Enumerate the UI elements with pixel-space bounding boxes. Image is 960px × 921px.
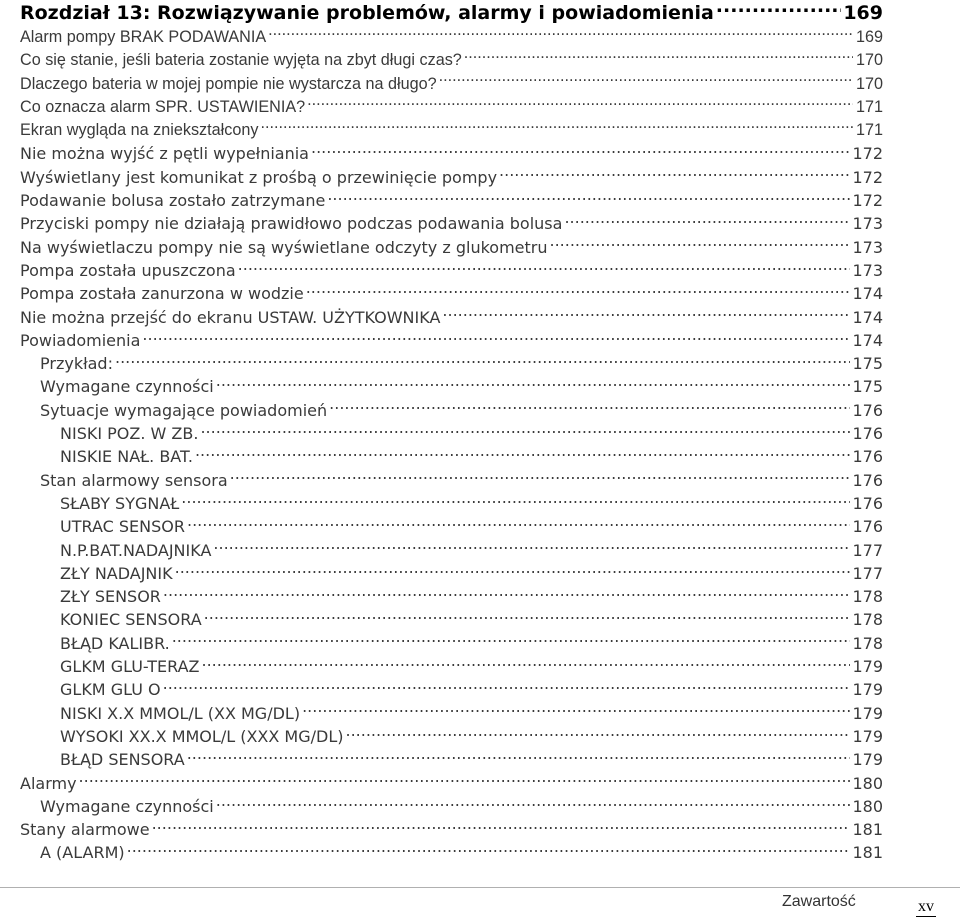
toc-entry[interactable] bbox=[20, 375, 883, 398]
dot-leader bbox=[307, 96, 853, 112]
toc-entry-title: Podawanie bolusa zostało zatrzymane bbox=[20, 191, 326, 211]
dot-leader bbox=[181, 493, 850, 509]
dot-leader bbox=[216, 376, 851, 392]
toc-entry-title: GLKM GLU-TERAZ bbox=[60, 657, 200, 677]
toc-entry-title: GLKM GLU O bbox=[60, 680, 161, 700]
toc-entry[interactable] bbox=[20, 306, 883, 329]
dot-leader bbox=[464, 49, 853, 65]
dot-leader bbox=[201, 656, 850, 672]
dot-leader bbox=[79, 773, 851, 789]
toc-entry[interactable] bbox=[20, 73, 883, 96]
toc-entry-page: 176 bbox=[852, 517, 883, 537]
toc-entry-page: 172 bbox=[852, 167, 883, 187]
toc-entry-title: Rozdział 13: Rozwiązywanie problemów, alarmy i powiadomienia bbox=[20, 2, 714, 24]
dot-leader bbox=[230, 470, 851, 486]
toc-entry[interactable] bbox=[20, 189, 883, 212]
toc-entry-page: 175 bbox=[852, 354, 883, 374]
toc-entry-page: 170 bbox=[855, 51, 883, 70]
toc-entry[interactable] bbox=[20, 632, 883, 655]
toc-entry[interactable] bbox=[20, 585, 883, 608]
dot-leader bbox=[195, 446, 850, 462]
toc-entry-page: 178 bbox=[852, 587, 883, 607]
dot-leader bbox=[302, 703, 850, 719]
toc-entry-title: Wyświetlany jest komunikat z prośbą o przewinięcie pompy bbox=[20, 167, 498, 187]
toc-entry-title: BŁĄD SENSORA bbox=[60, 750, 185, 770]
toc-entry-title: N.P.BAT.NADAJNIKA bbox=[60, 540, 212, 560]
toc-entry-title: Przyciski pompy nie działają prawidłowo podczas podawania bolusa bbox=[20, 214, 563, 234]
toc-entry-page: 181 bbox=[852, 843, 883, 863]
dot-leader bbox=[345, 726, 850, 742]
footer-page-number: xv bbox=[918, 898, 934, 915]
toc-entry-title: Wymagane czynności bbox=[40, 796, 214, 816]
dot-leader bbox=[499, 167, 850, 183]
toc-entry-page: 179 bbox=[852, 726, 883, 746]
toc-entry[interactable] bbox=[20, 725, 883, 748]
toc-entry-title: NISKI POZ. W ZB. bbox=[60, 424, 199, 444]
dot-leader bbox=[187, 749, 851, 765]
toc-entry-page: 173 bbox=[852, 214, 883, 234]
toc-entry-title: Pompa została upuszczona bbox=[20, 260, 236, 280]
toc-entry[interactable] bbox=[20, 49, 883, 72]
toc-entry-page: 171 bbox=[855, 121, 883, 140]
toc-entry[interactable] bbox=[20, 352, 883, 375]
toc-entry-page: 180 bbox=[852, 796, 883, 816]
dot-leader bbox=[115, 353, 850, 369]
toc-entry[interactable] bbox=[20, 329, 883, 352]
toc-entry[interactable] bbox=[20, 422, 883, 445]
dot-leader bbox=[172, 633, 851, 649]
toc-entry-page: 173 bbox=[852, 237, 883, 257]
toc-entry[interactable] bbox=[20, 142, 883, 165]
toc-entry[interactable] bbox=[20, 702, 883, 725]
toc-entry-title: Alarm pompy BRAK PODAWANIA bbox=[20, 28, 267, 47]
toc-entry-page: 174 bbox=[852, 307, 883, 327]
toc-entry-title: Stan alarmowy sensora bbox=[40, 470, 228, 490]
toc-entry-title: Stany alarmowe bbox=[20, 820, 150, 840]
dot-leader bbox=[311, 143, 850, 159]
dot-leader bbox=[204, 609, 851, 625]
toc-entry[interactable] bbox=[20, 166, 883, 189]
toc-entry[interactable] bbox=[20, 841, 883, 864]
toc-entry-page: 170 bbox=[855, 74, 883, 93]
dot-leader bbox=[213, 540, 850, 556]
toc-entry-page: 180 bbox=[852, 773, 883, 793]
toc-entry-title: A (ALARM) bbox=[40, 843, 125, 863]
toc-entry-page: 173 bbox=[852, 260, 883, 280]
dot-leader bbox=[564, 213, 850, 229]
toc-entry-page: 176 bbox=[852, 447, 883, 467]
toc-entry-page: 177 bbox=[852, 540, 883, 560]
dot-leader bbox=[306, 283, 851, 299]
toc-entry-title: KONIEC SENSORA bbox=[60, 610, 202, 630]
toc-entry-title: Sytuacje wymagające powiadomień bbox=[40, 400, 328, 420]
dot-leader bbox=[260, 119, 853, 135]
dot-leader bbox=[142, 330, 850, 346]
toc-entry-page: 175 bbox=[852, 377, 883, 397]
footer-divider bbox=[0, 887, 960, 888]
toc-entry-title: Co oznacza alarm SPR. USTAWIENIA? bbox=[20, 98, 306, 117]
dot-leader bbox=[327, 190, 850, 206]
toc-entry-page: 174 bbox=[852, 284, 883, 304]
toc-entry-title: BŁĄD KALIBR. bbox=[60, 633, 170, 653]
toc-entry-page: 179 bbox=[852, 703, 883, 723]
toc-entry[interactable] bbox=[20, 26, 883, 49]
toc-entry[interactable] bbox=[20, 445, 883, 468]
toc-entry-page: 179 bbox=[852, 680, 883, 700]
dot-leader bbox=[163, 679, 851, 695]
toc-entry[interactable] bbox=[20, 795, 883, 818]
toc-entry[interactable] bbox=[20, 399, 883, 422]
toc-entry[interactable] bbox=[20, 212, 883, 235]
toc-entry-page: 178 bbox=[852, 633, 883, 653]
toc-entry[interactable] bbox=[20, 515, 883, 538]
toc-entry-title: Powiadomienia bbox=[20, 330, 141, 350]
toc-entry-title: Alarmy bbox=[20, 773, 77, 793]
toc-chapter-heading[interactable] bbox=[20, 0, 883, 26]
toc-entry[interactable] bbox=[20, 539, 883, 562]
toc-entry[interactable] bbox=[20, 236, 883, 259]
toc-entry[interactable] bbox=[20, 655, 883, 678]
toc-entry-page: 169 bbox=[855, 28, 883, 47]
toc-entry-page: 171 bbox=[855, 98, 883, 117]
toc-entry-title: NISKI X.X MMOL/L (XX MG/DL) bbox=[60, 703, 301, 723]
toc-entry[interactable] bbox=[20, 259, 883, 282]
footer-section-label: Zawartość bbox=[782, 893, 856, 910]
dot-leader bbox=[127, 842, 851, 858]
toc-entry[interactable] bbox=[20, 772, 883, 795]
dot-leader bbox=[187, 516, 850, 532]
toc-entry[interactable] bbox=[20, 608, 883, 631]
toc-entry[interactable] bbox=[20, 748, 883, 771]
toc-entry-page: 172 bbox=[852, 191, 883, 211]
toc-entry-page: 176 bbox=[852, 400, 883, 420]
dot-leader bbox=[152, 819, 851, 835]
dot-leader bbox=[549, 237, 850, 253]
dot-leader bbox=[439, 73, 853, 89]
table-of-contents bbox=[20, 0, 883, 865]
toc-entry-title: NISKIE NAŁ. BAT. bbox=[60, 447, 193, 467]
toc-entry-title: Przykład: bbox=[40, 354, 113, 374]
toc-entry[interactable] bbox=[20, 469, 883, 492]
toc-entry-page: 169 bbox=[843, 2, 883, 24]
dot-leader bbox=[716, 0, 842, 19]
toc-entry-title: ZŁY NADAJNIK bbox=[60, 563, 173, 583]
dot-leader bbox=[329, 400, 850, 416]
toc-entry[interactable] bbox=[20, 492, 883, 515]
toc-entry-title: SŁABY SYGNAŁ bbox=[60, 493, 180, 513]
toc-entry-page: 174 bbox=[852, 330, 883, 350]
toc-entry-page: 179 bbox=[852, 657, 883, 677]
toc-entry-title: Na wyświetlaczu pompy nie są wyświetlane odczyty z glukometru bbox=[20, 237, 548, 257]
dot-leader bbox=[238, 260, 851, 276]
toc-entry[interactable] bbox=[20, 119, 883, 142]
dot-leader bbox=[268, 26, 853, 42]
toc-entry[interactable] bbox=[20, 678, 883, 701]
toc-entry-page: 177 bbox=[852, 563, 883, 583]
dot-leader bbox=[442, 307, 850, 323]
toc-entry-title: Dlaczego bateria w mojej pompie nie wystarcza na długo? bbox=[20, 74, 437, 93]
toc-entry-title: Wymagane czynności bbox=[40, 377, 214, 397]
toc-entry-page: 176 bbox=[852, 424, 883, 444]
toc-entry-title: ZŁY SENSOR bbox=[60, 587, 161, 607]
toc-entry-page: 181 bbox=[852, 820, 883, 840]
toc-entry-title: Pompa została zanurzona w wodzie bbox=[20, 284, 304, 304]
toc-entry-title: UTRAC SENSOR bbox=[60, 517, 185, 537]
toc-entry-page: 172 bbox=[852, 144, 883, 164]
toc-entry[interactable] bbox=[20, 818, 883, 841]
toc-entry-page: 179 bbox=[852, 750, 883, 770]
toc-entry[interactable] bbox=[20, 562, 883, 585]
dot-leader bbox=[200, 423, 850, 439]
toc-entry-page: 176 bbox=[852, 470, 883, 490]
toc-entry-title: Nie można przejść do ekranu USTAW. UŻYTKOWNIKA bbox=[20, 307, 441, 327]
toc-entry[interactable] bbox=[20, 282, 883, 305]
toc-entry-title: Co się stanie, jeśli bateria zostanie wyjęta na zbyt długi czas? bbox=[20, 51, 462, 70]
toc-entry-title: WYSOKI XX.X MMOL/L (XXX MG/DL) bbox=[60, 726, 344, 746]
toc-entry-title: Nie można wyjść z pętli wypełniania bbox=[20, 144, 309, 164]
dot-leader bbox=[216, 796, 851, 812]
toc-entry-page: 176 bbox=[852, 493, 883, 513]
toc-entry-page: 178 bbox=[852, 610, 883, 630]
dot-leader bbox=[175, 563, 851, 579]
dot-leader bbox=[163, 586, 851, 602]
toc-entry[interactable] bbox=[20, 96, 883, 119]
toc-entry-title: Ekran wygląda na zniekształcony bbox=[20, 121, 259, 140]
